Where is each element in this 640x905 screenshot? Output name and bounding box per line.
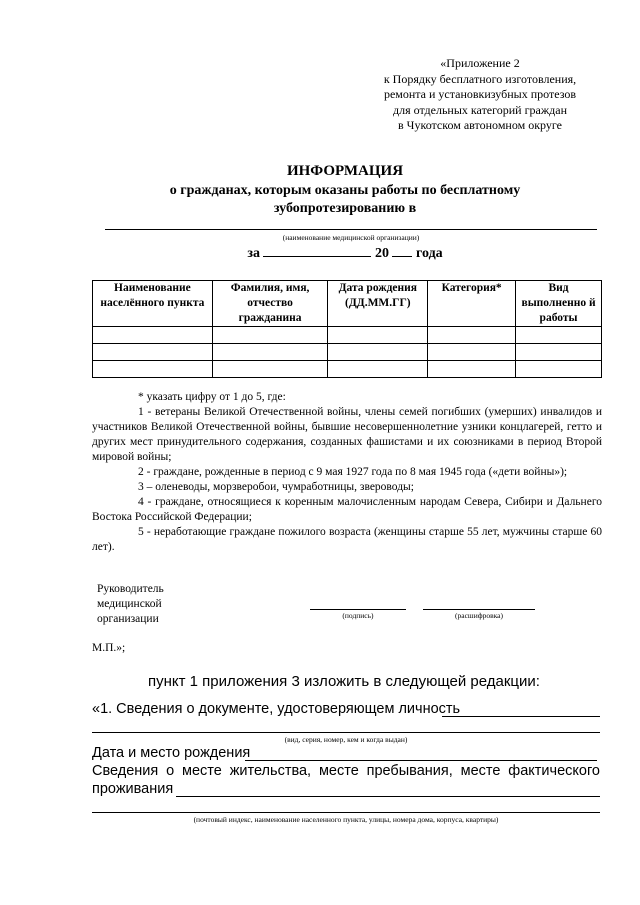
address-caption: (почтовый индекс, наименование населенного пункта, улицы, номера дома, корпуса, квартиры) xyxy=(193,815,499,824)
amendment-heading: пункт 1 приложения 3 изложить в следующей редакции: xyxy=(148,673,540,690)
table-cell[interactable] xyxy=(93,327,213,344)
organization-caption: (наименование медицинской организации) xyxy=(282,233,420,242)
residence-label-cont: проживания xyxy=(92,781,174,797)
col-header-settlement: Наименование населённого пункта xyxy=(93,281,213,327)
appendix-line: «Приложение 2 xyxy=(440,56,520,70)
period-blank[interactable] xyxy=(263,244,371,257)
note-item: 4 - граждане, относящиеся к коренным малочисленным народам Севера, Сибири и Дальнего Востока Российской Федерации; xyxy=(92,496,602,523)
table-cell[interactable] xyxy=(428,344,516,361)
appendix-line: ремонта и установкизубных протезов xyxy=(383,87,577,101)
birth-info-field[interactable] xyxy=(245,760,597,761)
table-row xyxy=(93,327,602,344)
note-item: 2 - граждане, рожденные в период с 9 мая 1927 года по 8 мая 1945 года («дети войны»); xyxy=(138,466,568,478)
table-cell[interactable] xyxy=(516,344,602,361)
stamp-label: М.П.»; xyxy=(92,642,126,654)
decoding-caption: (расшифровка) xyxy=(455,611,503,620)
table-cell[interactable] xyxy=(212,344,328,361)
col-header-work-type: Вид выполненно й работы xyxy=(516,281,602,327)
document-info-field[interactable] xyxy=(442,716,600,717)
table-cell[interactable] xyxy=(328,344,428,361)
period-year: 20 xyxy=(374,246,389,261)
table-cell[interactable] xyxy=(516,361,602,378)
table-cell[interactable] xyxy=(516,327,602,344)
col-header-birthdate: Дата рождения (ДД.ММ.ГГ) xyxy=(328,281,428,327)
category-notes xyxy=(92,390,602,555)
table-cell[interactable] xyxy=(328,361,428,378)
appendix-line: для отдельных категорий граждан xyxy=(392,102,567,117)
period-line xyxy=(90,244,600,262)
note-item: 3 – оленеводы, морзверобои, чумработницы, звероводы; xyxy=(138,481,414,493)
signature-line[interactable] xyxy=(310,609,406,610)
table-cell[interactable] xyxy=(428,327,516,344)
table-cell[interactable] xyxy=(328,327,428,344)
table-header-row xyxy=(93,281,602,327)
col-header-category: Категория* xyxy=(428,281,516,327)
notes-intro: * указать цифру от 1 до 5, где: xyxy=(138,391,286,403)
table-cell[interactable] xyxy=(212,361,328,378)
note-item: 1 - ветераны Великой Отечественной войны, члены семей погибших (умерших) инвалидов и участников Великой Отечественной войны, бывшие несовершеннолетние узники концлагерей, гетто и других мест принудительного содержания, созданных фашистами и их союзниками в период Второй мировой войны; xyxy=(92,406,602,463)
document-info-caption: (вид, серия, номер, кем и когда выдан) xyxy=(284,735,408,744)
residence-field[interactable] xyxy=(176,796,600,797)
table-cell[interactable] xyxy=(93,344,213,361)
document-title: ИНФОРМАЦИЯ xyxy=(286,163,404,179)
table-row xyxy=(93,361,602,378)
col-header-fullname: Фамилия, имя, отчество гражданина xyxy=(212,281,328,327)
table-row xyxy=(93,344,602,361)
document-info-field-2[interactable] xyxy=(92,732,600,733)
table-cell[interactable] xyxy=(428,361,516,378)
table-cell[interactable] xyxy=(93,361,213,378)
table-cell[interactable] xyxy=(212,327,328,344)
note-item: 5 - неработающие граждане пожилого возраста (женщины старше 55 лет, мужчины старше 60 лет). xyxy=(92,526,602,553)
citizens-table xyxy=(92,280,602,378)
year-blank[interactable] xyxy=(392,244,412,257)
decoding-line[interactable] xyxy=(423,609,535,610)
signature-caption: (подпись) xyxy=(342,611,374,620)
document-subtitle: о гражданах, которым оказаны работы по бесплатному xyxy=(169,183,521,198)
document-info-label: «1. Сведения о документе, удостоверяющем личность xyxy=(92,701,461,717)
appendix-header xyxy=(360,56,600,134)
residence-field-2[interactable] xyxy=(92,812,600,813)
organization-name-line[interactable] xyxy=(105,229,597,230)
head-of-organization-label: Руководитель медицинской организации xyxy=(97,583,164,625)
appendix-line: к Порядку бесплатного изготовления, xyxy=(383,71,577,86)
appendix-line: в Чукотском автономном округе xyxy=(398,118,562,132)
birth-info-label: Дата и место рождения xyxy=(92,745,251,761)
residence-label: Сведения о месте жительства, месте пребывания, месте фактического xyxy=(92,763,600,779)
period-suffix: года xyxy=(415,246,443,261)
period-prefix: за xyxy=(247,246,260,261)
document-subtitle-cont: зубопротезированию в xyxy=(273,201,417,216)
